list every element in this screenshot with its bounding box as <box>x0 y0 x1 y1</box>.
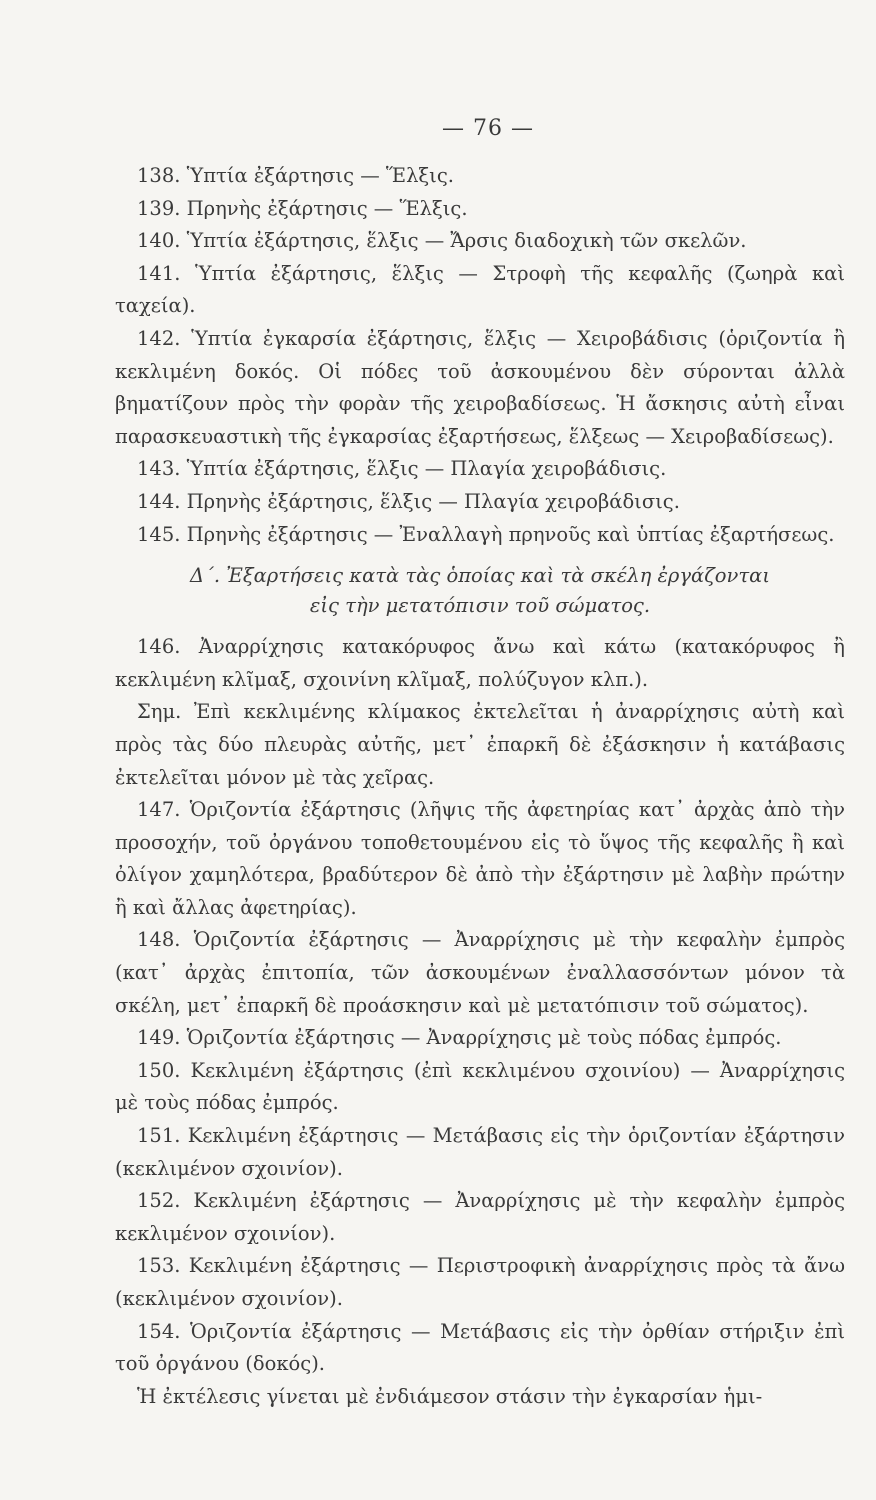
entry-141: 141. Ὑπτία ἐξάρτησις, ἕλξις — Στροφὴ τῆς κεφαλῆς (ζωηρὰ καὶ ταχεία). <box>115 261 845 318</box>
section-heading-line1: Δ΄. Ἐξαρτήσεις κατὰ τὰς ὁποίας καὶ τὰ σκέλη ἐργάζονται <box>190 564 770 588</box>
entry-140: 140. Ὑπτία ἐξάρτησις, ἕλξις — Ἄρσις διαδοχικὴ τῶν σκελῶν. <box>137 229 747 253</box>
body-text <box>115 160 845 1413</box>
section-heading-line2: εἰς τὴν μετατόπισιν τοῦ σώματος. <box>309 594 651 618</box>
entry-152: 152. Κεκλιμένη ἐξάρτησις — Ἀναρρίχησις μὲ τὴν κεφαλὴν ἐμπρὸς κεκλιμένον σχοινίον). <box>115 1189 845 1245</box>
page-number: — 76 — <box>442 116 534 141</box>
entry-153: 153. Κεκλιμένη ἐξάρτησις — Περιστροφικὴ ἀναρρίχησις πρὸς τὰ ἄνω (κεκλιμένον σχοινίον). <box>115 1254 845 1310</box>
entry-142: 142. Ὑπτία ἐγκαρσία ἐξάρτησις, ἕλξις — Χειροβάδισις (ὁριζοντία ἢ κεκλιμένη δοκός. Οἱ πόδες τοῦ ἀσκουμένου δὲν σύρονται ἀλλὰ βηματίζουν πρὸς τὴν φορὰν τῆς χειροβαδίσεως. Ἡ ἄσκησις αὐτὴ εἶναι παρασκευαστικὴ τῆς ἐγκαρσίας ἐξαρτήσεως, ἕλξεως — Χειροβαδίσεως). <box>115 326 845 448</box>
entry-151: 151. Κεκλιμένη ἐξάρτησις — Μετάβασις εἰς τὴν ὁριζοντίαν ἐξάρτησιν (κεκλιμένον σχοινίον). <box>115 1124 845 1180</box>
note: Σημ. Ἐπὶ κεκλιμένης κλίμακος ἐκτελεῖται ἡ ἀναρρίχησις αὐτὴ καὶ πρὸς τὰς δύο πλευρὰς αὐτῆς, μετ᾽ ἐπαρκῆ δὲ ἐξάσκησιν ἡ κατάβασις ἐκτελεῖται μόνον μὲ τὰς χεῖρας. <box>115 700 845 789</box>
entry-139: 139. Πρηνὴς ἐξάρτησις — Ἕλξις. <box>137 196 468 220</box>
entry-138: 138. Ὑπτία ἐξάρτησις — Ἕλξις. <box>137 164 454 187</box>
entry-154: 154. Ὁριζοντία ἐξάρτησις — Μετάβασις εἰς τὴν ὀρθίαν στήριξιν ἐπὶ τοῦ ὀργάνου (δοκός). <box>115 1319 845 1376</box>
entry-148: 148. Ὁριζοντία ἐξάρτησις — Ἀναρρίχησις μὲ τὴν κεφαλὴν ἐμπρὸς (κατ᾽ ἀρχὰς ἐπιτοπία, τῶν ἀσκουμένων ἐναλλασσόντων μόνον τὰ σκέλη, μετ᾽ ἐπαρκῆ δὲ προάσκησιν καὶ μὲ μετατόπισιν τοῦ σώματος). <box>115 928 845 1017</box>
entry-147: 147. Ὁριζοντία ἐξάρτησις (λῆψις τῆς ἀφετηρίας κατ᾽ ἀρχὰς ἀπὸ τὴν προσοχήν, τοῦ ὀργάνου τοποθετουμένου εἰς τὸ ὕψος τῆς κεφαλῆς ἢ καὶ ὀλίγον χαμηλότερα, βραδύτερον δὲ ἀπὸ τὴν ἐξάρτησιν μὲ λαβὴν πρώτην ἢ καὶ ἄλλας ἀφετηρίας). <box>115 798 845 919</box>
entry-143: 143. Ὑπτία ἐξάρτησις, ἕλξις — Πλαγία χειροβάδισις. <box>137 457 667 481</box>
section-heading <box>115 561 845 621</box>
entry-149: 149. Ὁριζοντία ἐξάρτησις — Ἀναρρίχησις μὲ τοὺς πόδας ἐμπρός. <box>137 1026 782 1050</box>
entry-144: 144. Πρηνὴς ἐξάρτησις, ἕλξις — Πλαγία χειροβάδισις. <box>137 489 680 513</box>
entry-145: 145. Πρηνὴς ἐξάρτησις — Ἐναλλαγὴ πρηνοῦς καὶ ὑπτίας ἐξαρτήσεως. <box>137 522 835 546</box>
closing-line: Ἡ ἐκτέλεσις γίνεται μὲ ἐνδιάμεσον στάσιν τὴν ἐγκαρσίαν ἡμι- <box>137 1384 763 1408</box>
entry-146: 146. Ἀναρρίχησις κατακόρυφος ἄνω καὶ κάτω (κατακόρυφος ἢ κεκλιμένη κλῖμαξ, σχοινίνη κλῖμαξ, πολύζυγον κλπ.). <box>115 635 845 691</box>
entry-150: 150. Κεκλιμένη ἐξάρτησις (ἐπὶ κεκλιμένου σχοινίου) — Ἀναρρίχησις μὲ τοὺς πόδας ἐμπρός. <box>115 1058 845 1115</box>
